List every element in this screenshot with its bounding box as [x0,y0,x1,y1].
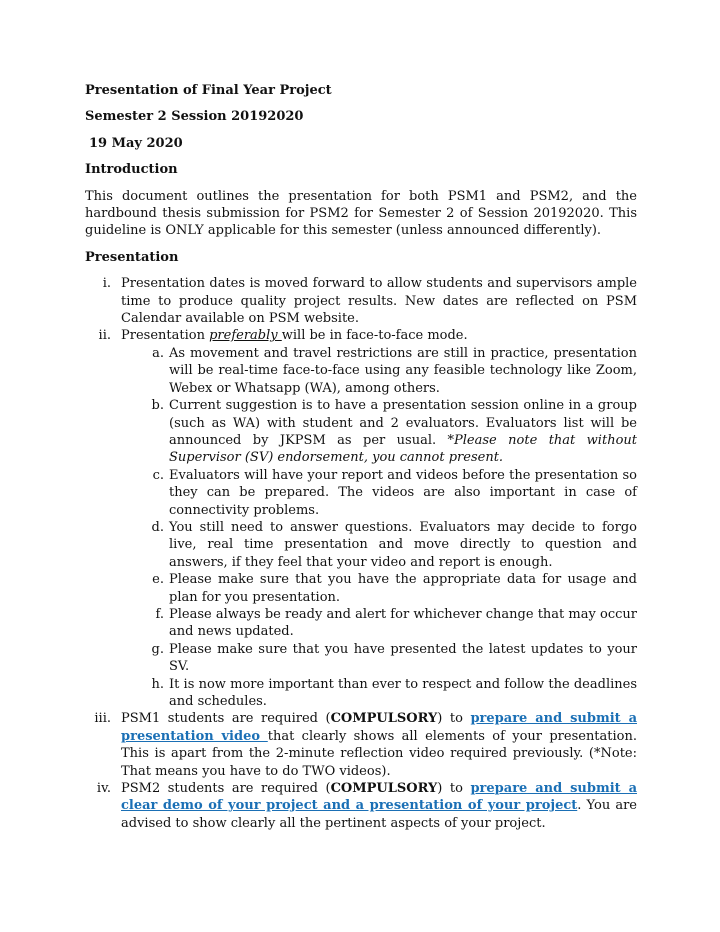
list-number: ii. [98,328,111,344]
sub-item-text: Current suggestion is to have a presentation session online in a group (such as WA) with student and 2 evaluators. Evaluators list will be announced by JKPSM as per usual. * [169,398,637,448]
sub-list [121,345,637,711]
sub-item-text: Please always be ready and alert for whichever change that may occur and news updated. [169,606,637,640]
sub-number: a. [152,345,164,361]
sub-item-g [121,641,637,676]
sub-number: b. [151,398,164,414]
sub-item-text: It is now more important than ever to respect and follow the deadlines and schedules. [169,676,637,709]
sub-item-f [121,606,637,641]
project-demo-link[interactable]: prepare and submit a clear demo of your project and a presentation of your project [121,781,637,814]
sub-item-d [121,519,637,571]
sub-number: d. [151,519,164,535]
introduction-paragraph: This document outlines the presentation for both PSM1 and PSM2, and the hardbound thesis submission for PSM2 for Semester 2 of Session 20192020. This guideline is ONLY applicable for this semester (unless announced differently). [85,188,637,239]
compulsory-label: COMPULSORY [330,711,438,727]
supervisor-note: Please note that without Supervisor (SV) endorsement, you cannot present. [169,432,637,466]
presentation-video-link[interactable]: prepare and submit a presentation video [121,711,637,744]
sub-number: h. [151,676,164,692]
text-run: ) to [437,781,471,797]
sub-item-text: As movement and travel restrictions are still in practice, presentation will be real-time face-to-face using any feasible technology like Zoom, Webex or Whatsapp (WA), among others. [169,345,637,396]
sub-item-text: You still need to answer questions. Evaluators may decide to forgo live, real time presentation and move directly to question and answers, if they feel that your video and report is enough. [169,519,637,570]
text-run: PSM2 students are required ( [121,781,331,797]
list-item-text [121,711,637,778]
list-number: iii. [94,711,111,727]
text-run: will be in face-to-face mode. [281,328,468,344]
sub-item-a [121,345,637,397]
presentation-list [85,275,637,832]
list-item-text [121,781,637,831]
list-item-iv [85,780,637,832]
document-title: Presentation of Final Year Project [85,83,332,98]
presentation-heading: Presentation [85,249,179,265]
list-number: iv. [96,781,111,797]
date-line: 19 May 2020 [89,135,183,151]
sub-item-text: Please make sure that you have presented the latest updates to your SV. [169,641,637,675]
list-item-ii [85,327,637,710]
sub-item-h [121,676,637,711]
sub-item-c [121,467,637,519]
sub-item-b [121,397,637,467]
sub-number: e. [152,572,164,588]
semester-line: Semester 2 Session 20192020 [85,109,304,125]
introduction-heading: Introduction [85,162,178,178]
sub-item-text: Please make sure that you have the appropriate data for usage and plan for you presentation. [169,572,637,605]
sub-number: f. [155,606,164,622]
text-run: ) to [437,711,471,727]
text-run: that clearly shows all elements of your presentation. This is apart from the 2-minute reflection video required previously. (*Note: That means you have to do TWO videos). [121,728,638,779]
text-run: Presentation [121,328,210,344]
sub-number: g. [151,641,164,657]
sub-item-text: Evaluators will have your report and videos before the presentation so they can be prepared. The videos are also important in case of connectivity problems. [169,467,637,518]
text-run: PSM1 students are required ( [121,711,331,727]
text-run: . You are advised to show clearly all the pertinent aspects of your project. [121,798,637,831]
sub-number: c. [152,467,164,483]
document-page [85,82,637,832]
list-item-text [121,328,468,343]
list-item-text: Presentation dates is moved forward to allow students and supervisors ample time to produce quality project results. New dates are reflected on PSM Calendar available on PSM website. [121,276,637,327]
emphasis-text: preferably [209,328,282,344]
list-item-i [85,275,637,327]
compulsory-label: COMPULSORY [330,781,438,797]
sub-item-e [121,571,637,606]
list-item-iii [85,710,637,780]
list-number: i. [102,276,111,292]
